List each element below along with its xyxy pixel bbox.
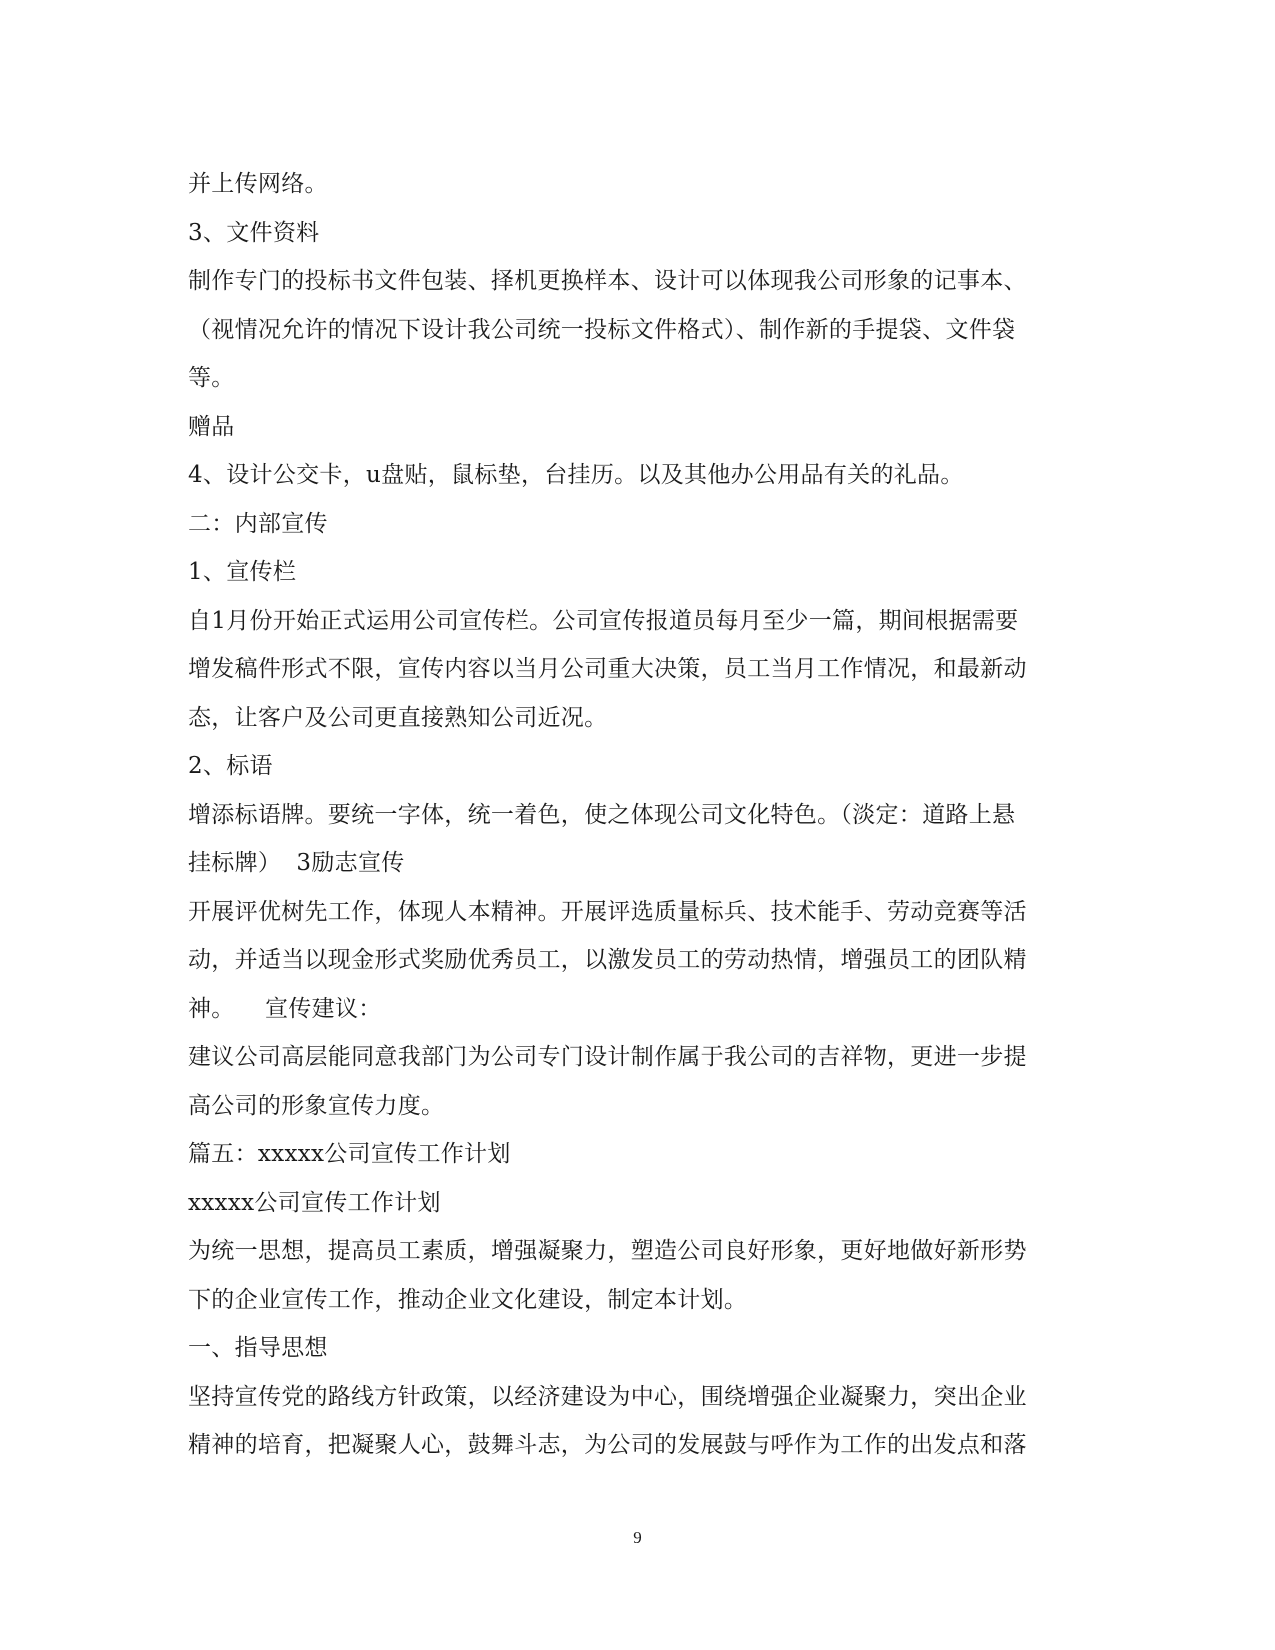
text-line: 开展评优树先工作，体现人本精神。开展评选质量标兵、技术能手、劳动竞赛等活 — [188, 898, 1027, 925]
body-text — [188, 160, 1088, 1470]
section-heading: 1、宣传栏 — [188, 559, 297, 585]
text-line: 动，并适当以现金形式奖励优秀员工，以激发员工的劳动热情，增强员工的团队精 — [188, 947, 1027, 973]
text-line: 神。 宣传建议： — [188, 995, 382, 1022]
text-line: （视情况允许的情况下设计我公司统一投标文件格式）、制作新的手提袋、文件袋 — [188, 316, 1016, 343]
section-heading: 篇五：xxxxx公司宣传工作计划 — [188, 1141, 511, 1167]
text-line: 建议公司高层能同意我部门为公司专门设计制作属于我公司的吉祥物，更进一步提 — [188, 1044, 1027, 1070]
text-line: 增发稿件形式不限，宣传内容以当月公司重大决策，员工当月工作情况，和最新动 — [188, 656, 1027, 682]
section-heading: 一、指导思想 — [188, 1335, 328, 1361]
text-line: 态，让客户及公司更直接熟知公司近况。 — [188, 704, 608, 731]
text-line: 为统一思想，提高员工素质，增强凝聚力，塑造公司良好形象，更好地做好新形势 — [188, 1238, 1027, 1264]
page-number: 9 — [633, 1528, 642, 1547]
section-heading: 二：内部宣传 — [188, 510, 328, 537]
section-heading: 赠品 — [188, 413, 235, 440]
document-title: xxxxx公司宣传工作计划 — [188, 1189, 441, 1216]
section-heading: 3、文件资料 — [188, 219, 320, 246]
text-line: 4、设计公交卡，u盘贴，鼠标垫，台挂历。以及其他办公用品有关的礼品。 — [188, 462, 964, 488]
text-line: 自1月份开始正式运用公司宣传栏。公司宣传报道员每月至少一篇，期间根据需要 — [188, 607, 1019, 634]
text-line: 制作专门的投标书文件包装、择机更换样本、设计可以体现我公司形象的记事本、 — [188, 268, 1027, 294]
text-line: 等。 — [188, 365, 235, 391]
text-line: 增添标语牌。要统一字体，统一着色，使之体现公司文化特色。（淡定：道路上悬 — [188, 801, 1016, 828]
text-line: 坚持宣传党的路线方针政策，以经济建设为中心，围绕增强企业凝聚力，突出企业 — [188, 1383, 1027, 1410]
text-line: 下的企业宣传工作，推动企业文化建设，制定本计划。 — [188, 1286, 748, 1313]
text-line: 挂标牌） 3励志宣传 — [188, 850, 405, 876]
text-line: 精神的培育，把凝聚人心，鼓舞斗志，为公司的发展鼓与呼作为工作的出发点和落 — [188, 1432, 1027, 1458]
text-line: 高公司的形象宣传力度。 — [188, 1092, 445, 1119]
section-heading: 2、标语 — [188, 753, 273, 779]
text-line: 并上传网络。 — [188, 171, 328, 197]
